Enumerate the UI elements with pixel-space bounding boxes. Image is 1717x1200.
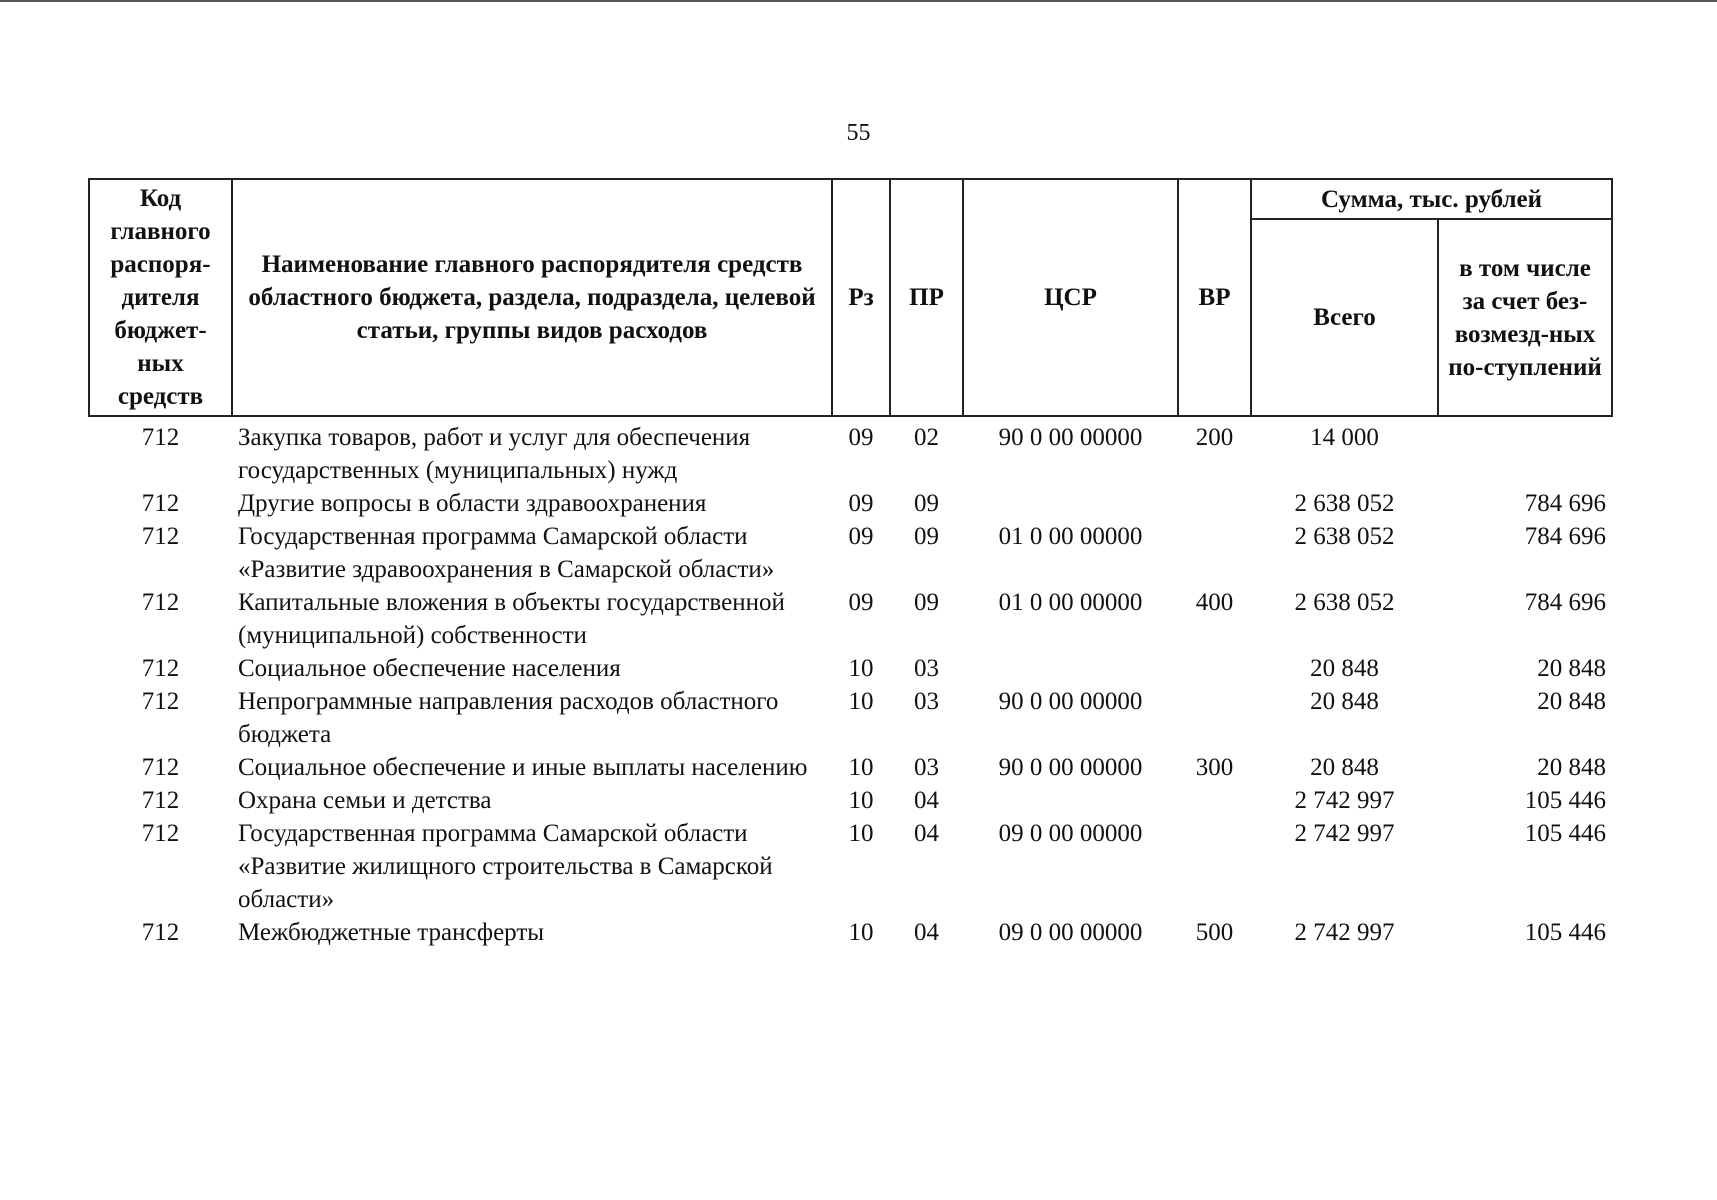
table-row	[89, 652, 1612, 685]
cell-code: 712	[141, 787, 180, 814]
cell-pr: 04	[914, 919, 939, 946]
header-total: Всего	[1251, 219, 1438, 416]
cell-vr	[1178, 817, 1251, 916]
cell-name: Государственная программа Самарской области «Развитие здравоохранения в Самарской области»	[238, 523, 775, 583]
cell-csr	[963, 487, 1178, 520]
cell-name: Социальное обеспечение населения	[238, 655, 621, 682]
cell-total: 20 848	[1310, 655, 1379, 682]
cell-total: 2 742 997	[1294, 919, 1395, 946]
cell-vr	[1178, 685, 1251, 751]
table-row	[89, 916, 1612, 949]
cell-rz: 09	[848, 490, 874, 517]
cell-vr	[1178, 487, 1251, 520]
cell-total: 20 848	[1310, 754, 1379, 781]
table-row	[89, 784, 1612, 817]
cell-csr: 01 0 00 00000	[998, 589, 1143, 616]
header-free: в том числе за счет без-возмезд-ных по-ступлений	[1438, 219, 1612, 416]
cell-free: 784 696	[1524, 589, 1607, 616]
cell-rz: 10	[848, 655, 874, 682]
cell-total: 2 638 052	[1294, 490, 1395, 517]
header-sum-group: Сумма, тыс. рублей	[1251, 179, 1612, 219]
cell-rz: 09	[848, 424, 874, 451]
cell-rz: 10	[848, 754, 874, 781]
cell-name: Охрана семьи и детства	[238, 787, 492, 814]
cell-vr: 300	[1195, 754, 1234, 781]
table-row	[89, 586, 1612, 652]
cell-rz: 10	[848, 919, 874, 946]
page-top-edge	[0, 0, 1717, 2]
cell-name: Межбюджетные трансферты	[238, 919, 545, 946]
cell-vr	[1178, 520, 1251, 586]
cell-csr: 90 0 00 00000	[998, 424, 1143, 451]
cell-pr: 02	[914, 424, 939, 451]
cell-vr: 400	[1195, 589, 1234, 616]
table-row	[89, 817, 1612, 916]
cell-free: 105 446	[1524, 919, 1607, 946]
cell-code: 712	[141, 655, 180, 682]
cell-csr	[963, 784, 1178, 817]
page-number: 55	[846, 120, 871, 146]
cell-code: 712	[141, 589, 180, 616]
table-row	[89, 751, 1612, 784]
cell-rz: 10	[848, 787, 874, 814]
header-code: Код главного распоря-дителя бюджет-ных средств	[89, 179, 232, 416]
cell-rz: 09	[848, 589, 874, 616]
cell-total: 2 742 997	[1294, 820, 1395, 847]
cell-rz: 10	[848, 820, 874, 847]
cell-rz: 10	[848, 688, 874, 715]
header-vr: ВР	[1178, 179, 1251, 416]
cell-name: Социальное обеспечение и иные выплаты населению	[238, 754, 808, 781]
header-pr: ПР	[890, 179, 963, 416]
cell-csr: 09 0 00 00000	[998, 919, 1143, 946]
cell-code: 712	[141, 688, 180, 715]
cell-free: 784 696	[1524, 523, 1607, 550]
cell-pr: 03	[914, 655, 939, 682]
cell-code: 712	[141, 523, 180, 550]
cell-code: 712	[141, 490, 180, 517]
cell-vr: 500	[1195, 919, 1234, 946]
cell-free	[1438, 416, 1612, 487]
cell-free: 105 446	[1524, 820, 1607, 847]
table-header	[89, 179, 1612, 416]
cell-vr: 200	[1195, 424, 1234, 451]
cell-total: 20 848	[1310, 688, 1379, 715]
cell-vr	[1178, 784, 1251, 817]
budget-table	[88, 178, 1613, 949]
cell-name: Государственная программа Самарской области «Развитие жилищного строительства в Самарской области»	[238, 820, 773, 913]
cell-code: 712	[141, 919, 180, 946]
table-row	[89, 487, 1612, 520]
header-csr: ЦСР	[963, 179, 1178, 416]
cell-code: 712	[141, 820, 180, 847]
cell-free: 105 446	[1524, 787, 1607, 814]
cell-total: 2 638 052	[1294, 523, 1395, 550]
table-row	[89, 520, 1612, 586]
header-rz: Рз	[832, 179, 890, 416]
cell-name: Закупка товаров, работ и услуг для обеспечения государственных (муниципальных) нужд	[238, 424, 751, 484]
cell-total: 14 000	[1310, 424, 1379, 451]
cell-csr: 90 0 00 00000	[998, 688, 1143, 715]
cell-csr	[963, 652, 1178, 685]
cell-pr: 09	[914, 589, 939, 616]
cell-total: 2 638 052	[1294, 589, 1395, 616]
cell-pr: 09	[914, 490, 939, 517]
cell-free: 784 696	[1524, 490, 1607, 517]
cell-name: Другие вопросы в области здравоохранения	[238, 490, 707, 517]
cell-code: 712	[141, 754, 180, 781]
table-row	[89, 685, 1612, 751]
cell-vr	[1178, 652, 1251, 685]
cell-total: 2 742 997	[1294, 787, 1395, 814]
cell-pr: 03	[914, 754, 939, 781]
cell-pr: 09	[914, 523, 939, 550]
cell-free: 20 848	[1537, 688, 1607, 715]
cell-rz: 09	[848, 523, 874, 550]
cell-name: Непрограммные направления расходов областного бюджета	[238, 688, 779, 748]
cell-pr: 03	[914, 688, 939, 715]
table-row	[89, 416, 1612, 487]
cell-pr: 04	[914, 820, 939, 847]
cell-free: 20 848	[1537, 754, 1607, 781]
cell-csr: 90 0 00 00000	[998, 754, 1143, 781]
cell-code: 712	[141, 424, 180, 451]
header-name: Наименование главного распорядителя средств областного бюджета, раздела, подраздела, целевой статьи, группы видов расходов	[232, 179, 832, 416]
cell-pr: 04	[914, 787, 939, 814]
cell-name: Капитальные вложения в объекты государственной (муниципальной) собственности	[238, 589, 785, 649]
cell-free: 20 848	[1537, 655, 1607, 682]
cell-csr: 01 0 00 00000	[998, 523, 1143, 550]
table-body	[89, 416, 1612, 949]
cell-csr: 09 0 00 00000	[998, 820, 1143, 847]
